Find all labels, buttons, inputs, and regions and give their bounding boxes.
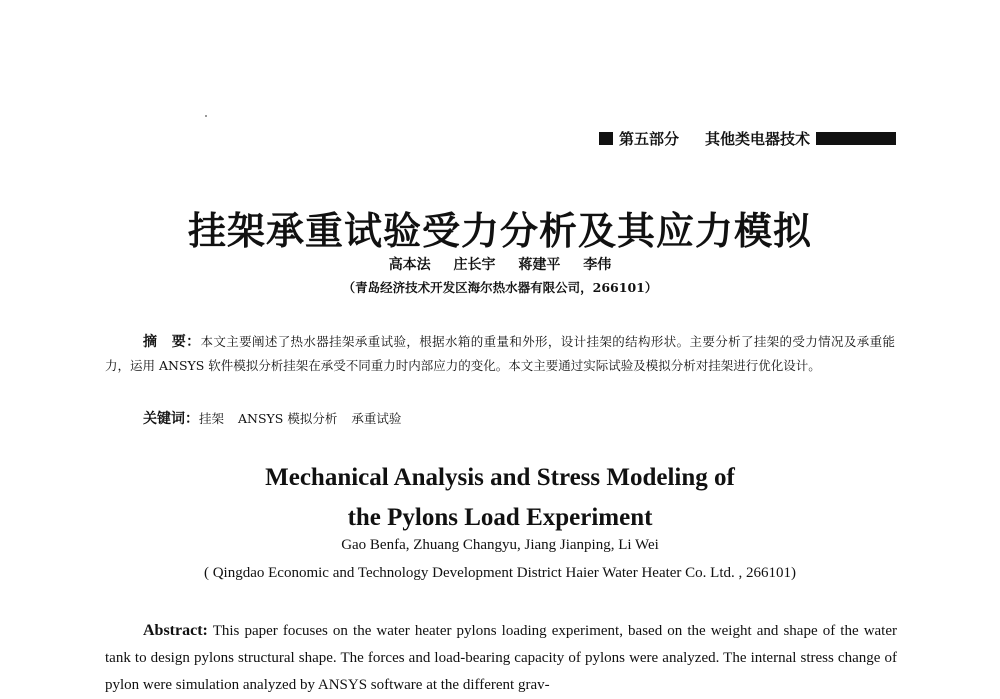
english-affiliation: ( Qingdao Economic and Technology Development District Haier Water Heater Co. Ltd. , 266101) <box>203 565 797 581</box>
header-section: 其他类电器技术 <box>704 130 810 148</box>
scan-speck <box>205 115 207 117</box>
chinese-authors: 高本法 庄长宇 蒋建平 李伟 <box>388 257 612 273</box>
keyword: 承重试验 <box>351 411 402 426</box>
chinese-abstract-text: 本文主要阐述了热水器挂架承重试验，根据水箱的重量和外形，设计挂架的结构形状。主要分析了挂架的受力情况及承重能力，运用 ANSYS 软件模拟分析挂架在承受不同重力时内部应力的变化。本文主要通过实际试验及模拟分析对挂架进行优化设计。 <box>105 334 895 373</box>
chinese-keywords-label: 关键词： <box>143 411 199 427</box>
english-abstract-text: This paper focuses on the water heater pylons loading experiment, based on the weight and shape of the water tank to design pylons structural shape. The forces and load-bearing capacity of pylons were analyzed. The internal stress change of pylon were simulation analyzed by ANSYS software at the different grav- <box>105 623 897 693</box>
chinese-abstract-label: 摘 要： <box>143 334 201 350</box>
header-part: 第五部分 <box>618 130 679 148</box>
english-authors: Gao Benfa, Zhuang Changyu, Jiang Jianping, Li Wei <box>341 537 659 553</box>
chinese-keywords <box>143 408 415 428</box>
header-block-left <box>599 132 613 145</box>
chinese-affiliation: （青岛经济技术开发区海尔热水器有限公司，266101） <box>342 280 658 295</box>
chinese-title: 挂架承重试验受力分析及其应力模拟 <box>187 208 812 253</box>
keyword: 挂架 <box>199 411 225 426</box>
english-title-line2: the Pylons Load Experiment <box>347 504 653 531</box>
running-header <box>599 128 896 149</box>
header-block-right <box>816 132 896 145</box>
keyword: ANSYS 模拟分析 <box>238 411 338 426</box>
english-abstract-label: Abstract: <box>143 622 208 639</box>
english-abstract <box>105 617 897 699</box>
english-title-line1: Mechanical Analysis and Stress Modeling of <box>265 464 735 491</box>
english-title <box>0 458 1000 538</box>
chinese-abstract <box>105 330 895 378</box>
